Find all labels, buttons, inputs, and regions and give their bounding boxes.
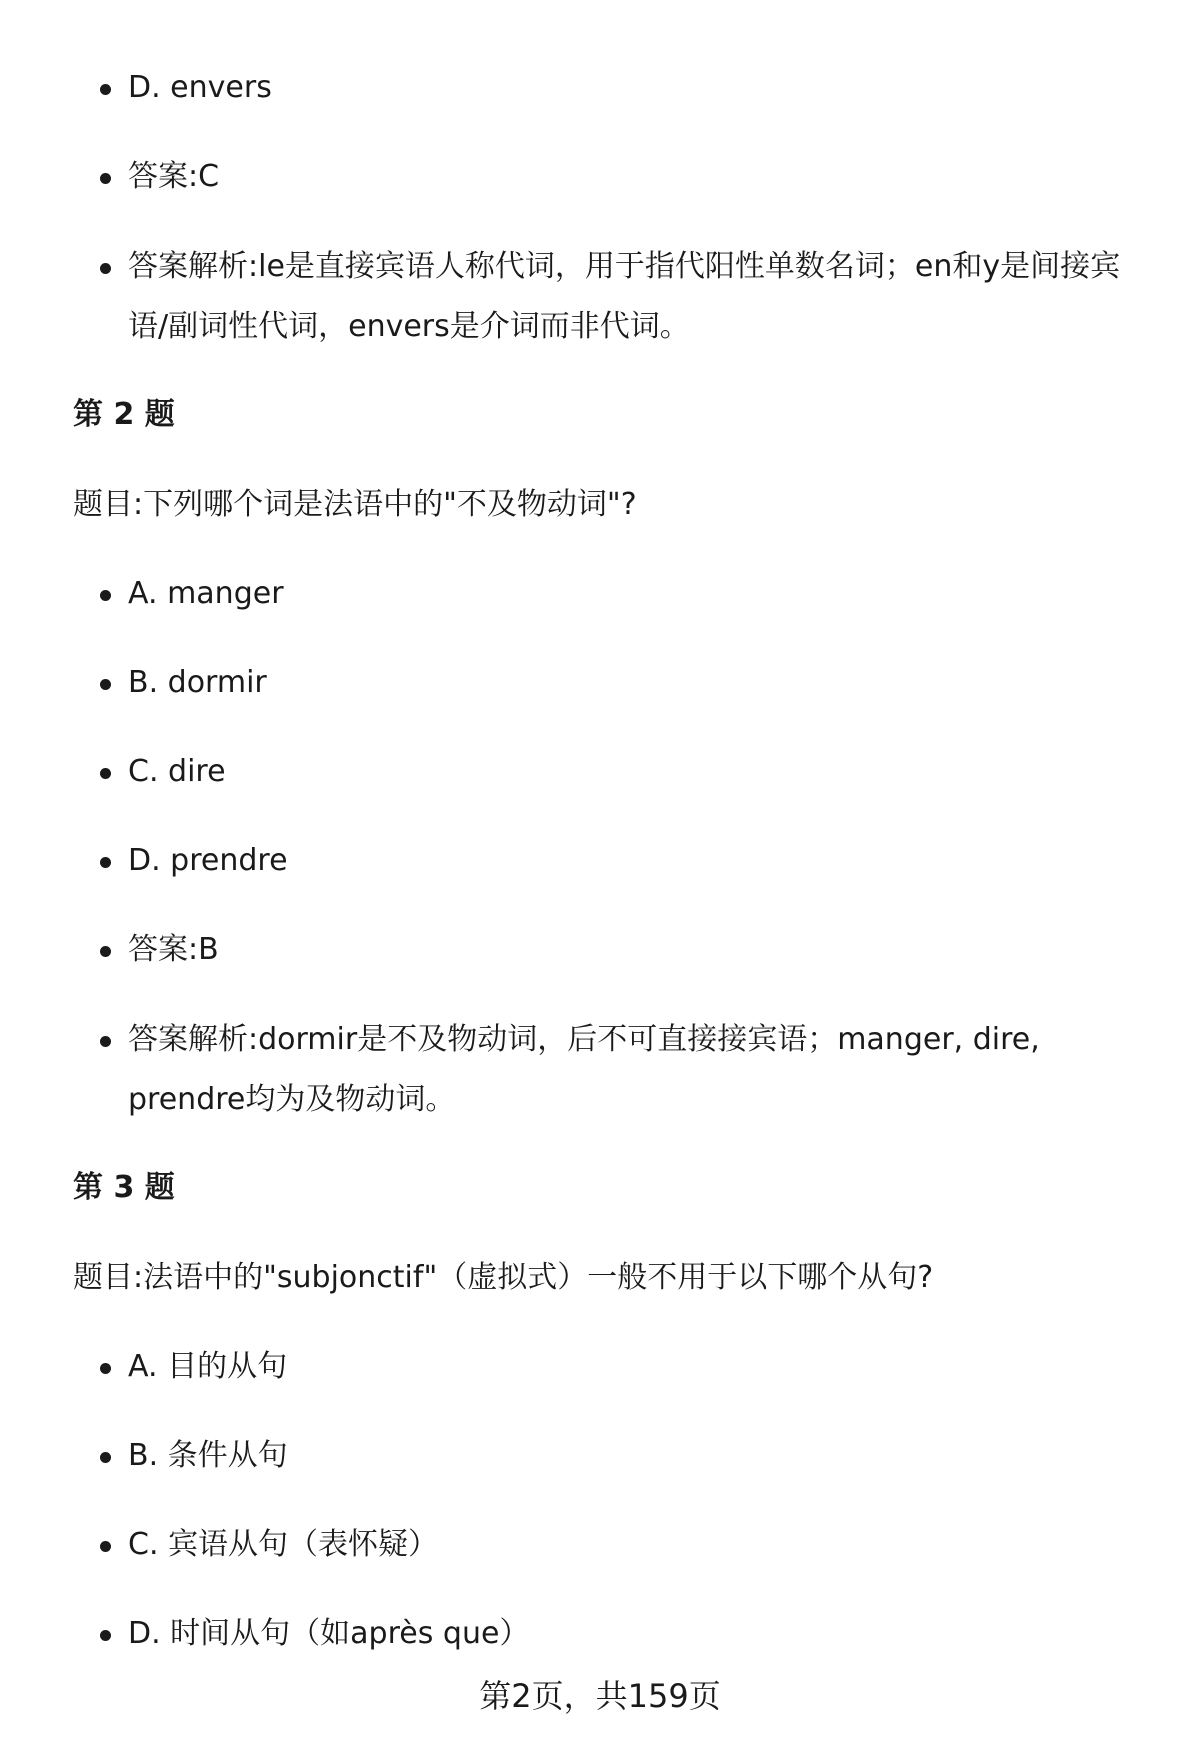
bullet-icon: [100, 946, 111, 957]
answer-text: 答案:B: [128, 932, 219, 967]
question-text: 题目:下列哪个词是法语中的"不及物动词"?: [73, 487, 637, 522]
list-item-option-a: [100, 1337, 1160, 1397]
question-text: 题目:法语中的"subjonctif"（虚拟式）一般不用于以下哪个从句?: [73, 1260, 934, 1295]
option-text: B. dormir: [128, 665, 267, 700]
bullet-icon: [100, 263, 111, 274]
question-heading: 第 3 题: [73, 1170, 175, 1205]
bullet-icon: [100, 857, 111, 868]
bullet-icon: [100, 1036, 111, 1047]
option-text: D. 时间从句（如après que）: [128, 1616, 530, 1651]
explanation-text: 答案解析:dormir是不及物动词，后不可直接接宾语；manger, dire, prendre均为及物动词。: [128, 1022, 1040, 1117]
list-item-option-d: [100, 1604, 1160, 1664]
bullet-icon: [100, 1452, 111, 1463]
answer-text: 答案:C: [128, 159, 220, 194]
option-text: C. 宾语从句（表怀疑）: [128, 1527, 439, 1562]
list-item-option-c: [100, 1515, 1160, 1575]
list-item-explanation: [100, 1010, 1160, 1130]
option-text: A. manger: [128, 576, 284, 611]
option-text: A. 目的从句: [128, 1349, 288, 1384]
bullet-icon: [100, 590, 111, 601]
bullet-icon: [100, 1630, 111, 1641]
list-item-explanation: [100, 237, 1160, 357]
option-text: D. envers: [128, 70, 272, 105]
option-text: B. 条件从句: [128, 1438, 288, 1473]
option-text: D. prendre: [128, 843, 288, 878]
option-text: C. dire: [128, 754, 226, 789]
list-item-answer: [100, 147, 1160, 207]
list-item-option-d: [100, 58, 1160, 118]
bullet-icon: [100, 84, 111, 95]
bullet-icon: [100, 1363, 111, 1374]
list-item-option-b: [100, 1426, 1160, 1486]
bullet-icon: [100, 679, 111, 690]
question-heading: 第 2 题: [73, 397, 175, 432]
explanation-text: 答案解析:le是直接宾语人称代词，用于指代阳性单数名词；en和y是间接宾语/副词性代词，envers是介词而非代词。: [128, 249, 1121, 344]
list-item-option-d: [100, 831, 1160, 891]
bullet-icon: [100, 768, 111, 779]
bullet-icon: [100, 173, 111, 184]
page-number-footer: 第2页，共159页: [479, 1677, 721, 1715]
list-item-option-b: [100, 653, 1160, 713]
list-item-answer: [100, 920, 1160, 980]
list-item-option-c: [100, 742, 1160, 802]
bullet-icon: [100, 1541, 111, 1552]
list-item-option-a: [100, 564, 1160, 624]
